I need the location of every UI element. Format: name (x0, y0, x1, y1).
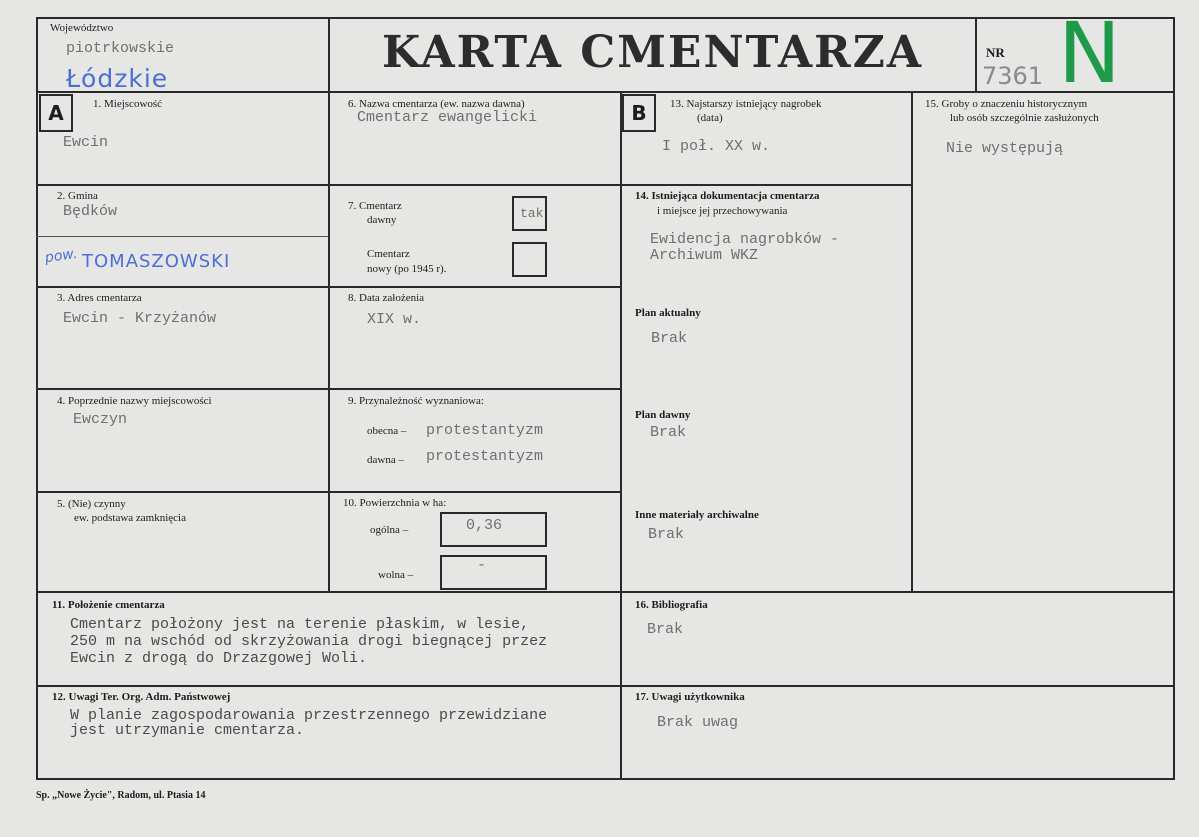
category-mark: N (1058, 4, 1121, 102)
frame-top (36, 17, 1175, 19)
field7-label-d: nowy (po 1945 r). (367, 263, 447, 275)
field15-label2: lub osób szczególnie zasłużonych (950, 112, 1099, 124)
field1-label: 1. Miejscowość (93, 98, 163, 110)
col-line-3 (911, 91, 913, 593)
field2-value: Będków (63, 203, 118, 220)
field10-ogolna-label: ogólna – (370, 524, 409, 536)
field1-value: Ewcin (63, 134, 109, 151)
row-line-b1 (620, 184, 913, 186)
field7-label-a: 7. Cmentarz (348, 200, 402, 212)
field8-label: 8. Data założenia (348, 292, 425, 304)
field11-label: 11. Położenie cmentarza (52, 599, 165, 611)
field8-value: XIX w. (367, 311, 422, 328)
field12-label: 12. Uwagi Ter. Org. Adm. Państwowej (52, 691, 231, 703)
card-title: KARTA CMENTARZA (382, 27, 923, 78)
row-line-lower (36, 685, 1175, 687)
field11-line3: Ewcin z drogą do Drzazgowej Woli. (70, 650, 368, 667)
field11-line1: Cmentarz położony jest na terenie płaskim, w lesie, (70, 616, 530, 633)
row-line-a-thin (36, 236, 328, 237)
frame-bottom (36, 778, 1175, 780)
checkbox-dawny[interactable] (512, 196, 547, 231)
wojewodztwo-label: Województwo (50, 22, 114, 34)
field6-value: Cmentarz ewangelicki (357, 109, 538, 126)
plan-dawny-label: Plan dawny (635, 409, 691, 421)
field15-value: Nie występują (946, 140, 1064, 157)
field10-label: 10. Powierzchnia w ha: (343, 497, 447, 509)
field11-line2: 250 m na wschód od skrzyżowania drogi biegnącej przez (70, 633, 548, 650)
section-a-letter: A (39, 94, 73, 132)
area-free-value: - (477, 557, 487, 574)
field12-line2: jest utrzymanie cmentarza. (70, 722, 305, 739)
field3-value: Ewcin - Krzyżanów (63, 310, 217, 327)
field10-wolna-label: wolna – (378, 569, 414, 581)
wojewodztwo-typed: piotrkowskie (66, 40, 175, 57)
field9-obecna-label: obecna – (367, 425, 407, 437)
inne-label: Inne materiały archiwalne (635, 509, 759, 521)
row-line-a2 (36, 286, 622, 288)
header-divider-2 (975, 17, 977, 93)
field13-label2: (data) (697, 112, 723, 124)
field14-line2: Archiwum WKZ (650, 247, 759, 264)
field13-label: 13. Najstarszy istniejący nagrobek (670, 98, 822, 110)
nr-label: NR (986, 45, 1005, 60)
field7-label-c: Cmentarz (367, 248, 410, 260)
field9-dawna-label: dawna – (367, 454, 404, 466)
col-line-2 (620, 91, 622, 780)
field5-label2: ew. podstawa zamknięcia (74, 512, 186, 524)
field9-label: 9. Przynależność wyznaniowa: (348, 395, 484, 407)
checkbox-nowy[interactable] (512, 242, 547, 277)
row-line-mid (36, 591, 1175, 593)
plan-dawny-value: Brak (650, 424, 687, 441)
field7-label-b: dawny (367, 214, 397, 226)
field4-label: 4. Poprzednie nazwy miejscowości (57, 395, 212, 407)
field16-value: Brak (647, 621, 684, 638)
powiat-value: TOMASZOWSKI (82, 251, 231, 272)
printer-imprint: Sp. „Nowe Życie", Radom, ul. Ptasia 14 (36, 790, 206, 801)
row-line-a4 (36, 491, 622, 493)
area-total-box[interactable] (440, 512, 547, 547)
field2-label: 2. Gmina (57, 190, 98, 202)
row-line-a1 (36, 184, 622, 186)
field13-value: I poł. XX w. (662, 138, 771, 155)
wojewodztwo-stamp: Łódzkie (66, 64, 169, 93)
field17-value: Brak uwag (657, 714, 739, 731)
field5-label: 5. (Nie) czynny (57, 498, 126, 510)
field15-label: 15. Groby o znaczeniu historycznym (925, 98, 1088, 110)
field9-obecna-value: protestantyzm (426, 422, 544, 439)
frame-right (1173, 17, 1175, 780)
row-line-a3 (36, 388, 622, 390)
section-b-letter: B (622, 94, 656, 132)
field16-label: 16. Bibliografia (635, 599, 708, 611)
field14-label2: i miejsce jej przechowywania (657, 205, 788, 217)
area-total-value: 0,36 (466, 517, 503, 534)
plan-aktualny-value: Brak (651, 330, 688, 347)
field12-line1: W planie zagospodarowania przestrzennego przewidziane (70, 707, 548, 724)
col-line-1 (328, 91, 330, 593)
field14-line1: Ewidencja nagrobków - (650, 231, 840, 248)
field9-dawna-value: protestantyzm (426, 448, 544, 465)
field3-label: 3. Adres cmentarza (57, 292, 142, 304)
field14-label: 14. Istniejąca dokumentacja cmentarza (635, 190, 820, 202)
checkbox-dawny-value: tak (520, 206, 544, 221)
header-bottom-line (36, 91, 1175, 93)
field6-label: 6. Nazwa cmentarza (ew. nazwa dawna) (348, 98, 525, 110)
nr-value: 7361 (982, 62, 1044, 90)
field17-label: 17. Uwagi użytkownika (635, 691, 745, 703)
plan-aktualny-label: Plan aktualny (635, 307, 701, 319)
inne-value: Brak (648, 526, 685, 543)
field4-value: Ewczyn (73, 411, 128, 428)
frame-left (36, 17, 38, 780)
powiat-note: pow. (43, 245, 79, 267)
area-free-box[interactable] (440, 555, 547, 590)
